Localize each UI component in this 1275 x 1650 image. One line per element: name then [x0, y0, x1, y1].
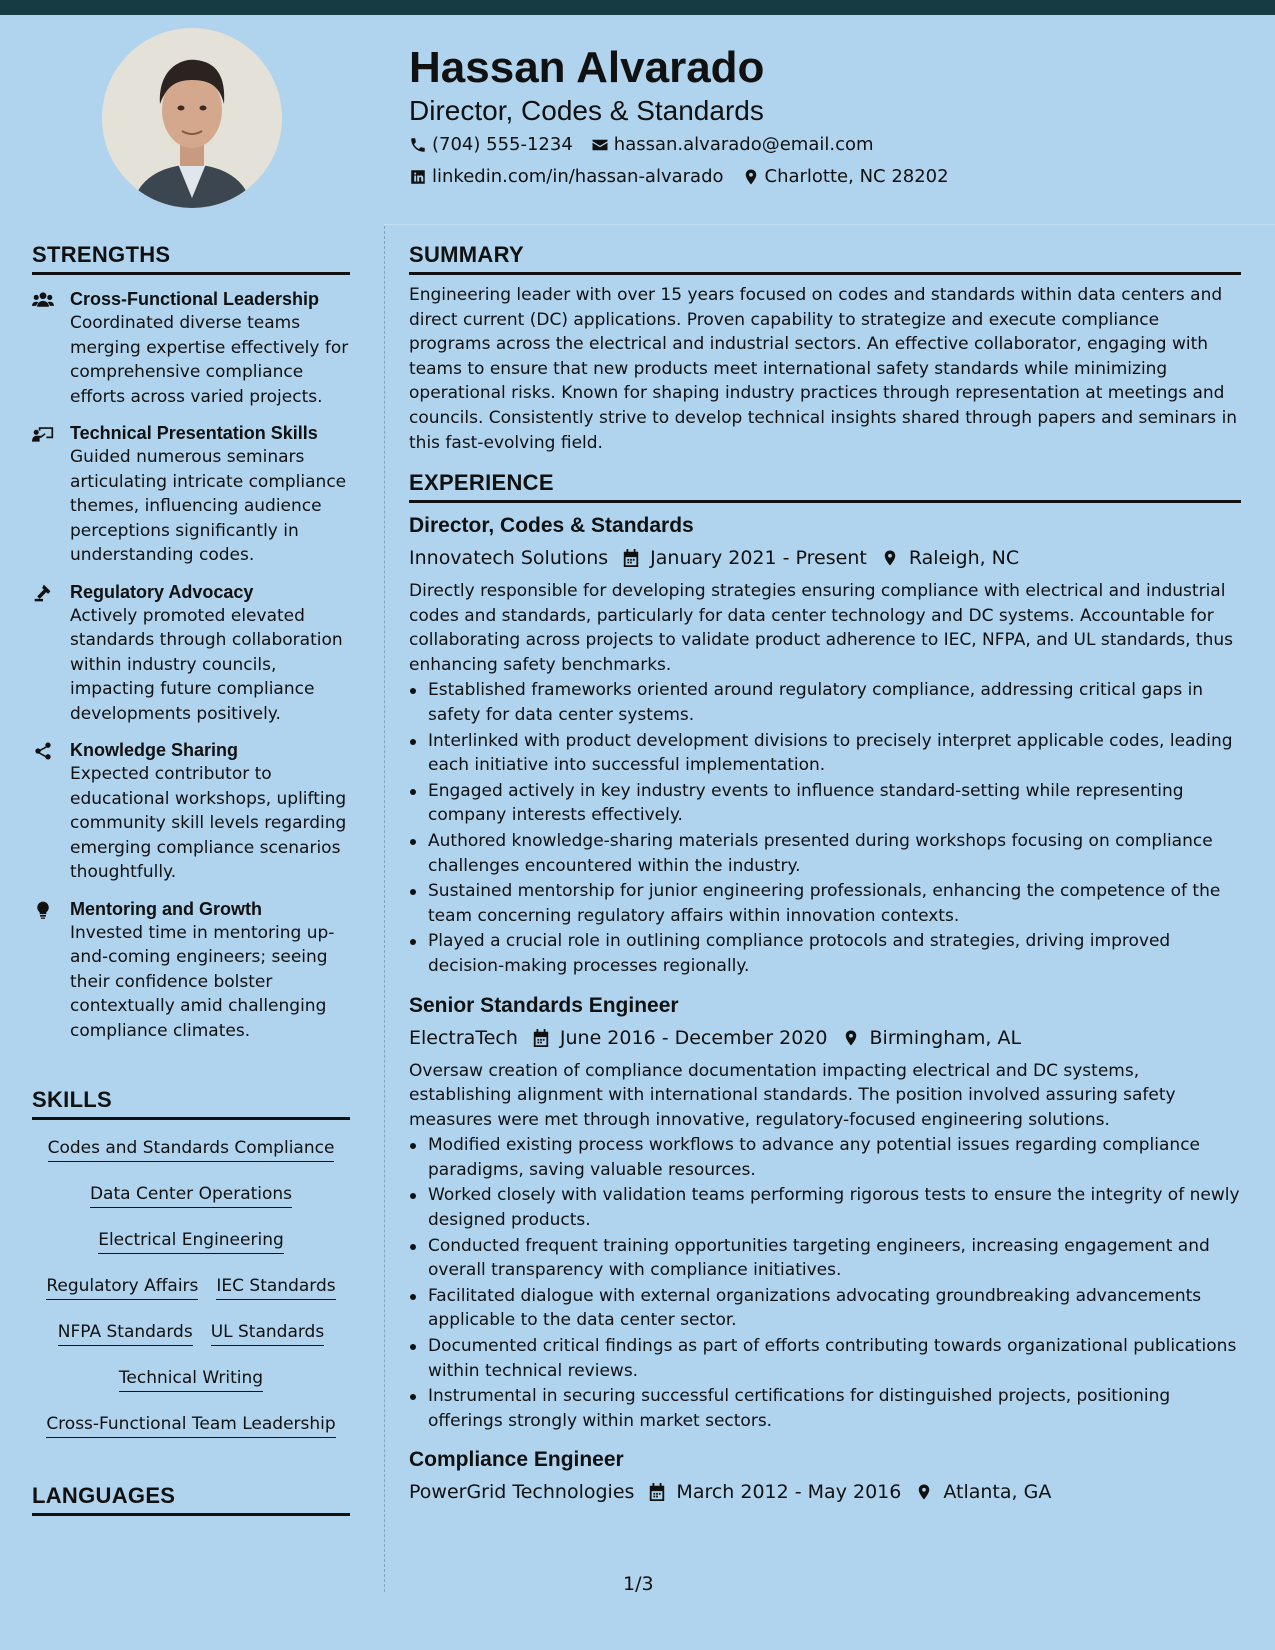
skill-tag: UL Standards [211, 1320, 325, 1346]
profile-photo [102, 28, 282, 208]
job-bullets [409, 1133, 1241, 1433]
contact-row-2 [409, 164, 949, 190]
strength-name: Technical Presentation Skills [70, 423, 318, 443]
job-bullet: Facilitated dialogue with external organizations advocating groundbreaking advancements applicable to the data center sector. [409, 1284, 1241, 1333]
job-bullet: Worked closely with validation teams performing rigorous tests to ensure the integrity of newly designed products. [409, 1183, 1241, 1232]
strength-description: Expected contributor to educational workshops, uplifting community skill levels regarding emerging compliance scenarios thoughtfully. [70, 764, 347, 882]
strength-name: Mentoring and Growth [70, 898, 262, 919]
skills-heading: SKILLS [32, 1085, 350, 1120]
summary-heading: SUMMARY [409, 240, 1241, 275]
job-bullet: Played a crucial role in outlining compliance protocols and strategies, driving improved decision-making processes regionally. [409, 929, 1241, 978]
map-pin-icon [915, 1482, 933, 1502]
job-bullet: Interlinked with product development divisions to precisely interpret applicable codes, leading each initiative into successful implementation. [409, 729, 1241, 778]
skill-tag: Electrical Engineering [98, 1228, 284, 1254]
strength-item [32, 580, 350, 727]
job-location: Atlanta, GA [943, 1481, 1052, 1504]
languages-section [32, 1481, 350, 1516]
job-bullet: Modified existing process workflows to advance any potential issues regarding compliance paradigms, saving valuable resources. [409, 1133, 1241, 1182]
share-icon [32, 741, 54, 761]
header-separator [384, 224, 1275, 225]
job-location: Raleigh, NC [908, 547, 1020, 569]
lightbulb-icon [32, 900, 54, 920]
job-title: Compliance Engineer [409, 1448, 624, 1472]
phone-contact [409, 132, 573, 158]
calendar-icon [648, 1482, 666, 1502]
job-bullet: Established frameworks oriented around regulatory compliance, addressing critical gaps in safety for data center systems. [409, 678, 1241, 727]
location-text: Charlotte, NC 28202 [764, 166, 949, 187]
job-description: Directly responsible for developing strategies ensuring compliance with electrical and industrial codes and standards, particularly for data center technology and DC systems. Accountable for collaborating across projects to validate product adherence to IEC, NFPA, and UL standards, thus enhancing safety benchmarks. [409, 581, 1233, 675]
experience-heading: EXPERIENCE [409, 468, 1241, 503]
job-entry [409, 1445, 1241, 1507]
strength-item [32, 897, 350, 1044]
linkedin-contact [409, 164, 724, 190]
presentation-icon [32, 424, 54, 444]
languages-heading: LANGUAGES [32, 1481, 350, 1516]
job-dates: January 2021 - Present [650, 547, 867, 569]
job-title: Senior Standards Engineer [409, 993, 679, 1017]
job-entry [409, 511, 1241, 979]
job-bullet: Instrumental in securing successful certifications for distinguished projects, positioning offerings strongly within market sectors. [409, 1384, 1241, 1433]
phone-text[interactable]: (704) 555-1234 [432, 134, 573, 155]
email-icon [591, 136, 609, 154]
job-bullet: Conducted frequent training opportunities targeting engineers, increasing engagement and overall transparency with compliance initiatives. [409, 1234, 1241, 1283]
skills-section [32, 1085, 350, 1438]
calendar-icon [532, 1028, 550, 1048]
job-meta [409, 1477, 1241, 1507]
skill-tag: Data Center Operations [90, 1182, 292, 1208]
job-dates: June 2016 - December 2020 [559, 1026, 828, 1049]
gavel-icon [32, 583, 54, 603]
job-company: ElectraTech [409, 1026, 518, 1049]
strength-name: Cross-Functional Leadership [70, 289, 320, 309]
location-contact [742, 164, 949, 190]
skill-tag: Cross-Functional Team Leadership [46, 1412, 335, 1438]
job-company: PowerGrid Technologies [409, 1481, 635, 1504]
strengths-section [32, 240, 350, 1043]
strength-name: Knowledge Sharing [70, 740, 239, 760]
summary-section [409, 240, 1241, 455]
job-location: Birmingham, AL [869, 1026, 1022, 1049]
skill-tag: Codes and Standards Compliance [48, 1136, 335, 1162]
job-bullet: Documented critical findings as part of efforts contributing towards organizational publications within technical reviews. [409, 1334, 1241, 1383]
candidate-name: Hassan Alvarado [409, 43, 765, 92]
phone-icon [409, 136, 427, 154]
strength-description: Coordinated diverse teams merging expertise effectively for comprehensive compliance efforts across varied projects. [70, 313, 349, 407]
map-pin-icon [842, 1028, 860, 1048]
skill-tag: Regulatory Affairs [46, 1274, 198, 1300]
skill-tag: IEC Standards [216, 1274, 335, 1300]
summary-text: Engineering leader with over 15 years focused on codes and standards within data centers and direct current (DC) applications. Proven capability to strategize and execute compliance programs across the electrical and industrial sectors. An effective collaborator, engaging with teams to ensure that new products meet international safety standards while minimizing operational risks. Known for shaping industry practices through representation at meetings and councils. Consistently strive to develop technical insights shared through papers and seminars in this fast-evolving field. [409, 285, 1238, 453]
skill-tag: NFPA Standards [58, 1320, 193, 1346]
map-pin-icon [742, 168, 760, 186]
strength-description: Actively promoted elevated standards through collaboration within industry councils, impacting future compliance developments positively. [70, 605, 343, 724]
page-number: 1/3 [623, 1573, 654, 1595]
job-company: Innovatech Solutions [409, 547, 609, 569]
job-description: Oversaw creation of compliance documentation impacting electrical and DC systems, establishing alignment with international standards. The position involved assuring safety measures were met through innovative, regulatory-focused engineering solutions. [409, 1060, 1176, 1130]
strengths-heading: STRENGTHS [32, 240, 350, 275]
strength-name: Regulatory Advocacy [70, 581, 254, 602]
job-bullet: Sustained mentorship for junior engineering professionals, enhancing the competence of the team concerning regulatory affairs within innovation contexts. [409, 879, 1241, 928]
calendar-icon [622, 548, 640, 568]
skills-list [32, 1136, 350, 1438]
candidate-title: Director, Codes & Standards [409, 95, 764, 126]
job-dates: March 2012 - May 2016 [676, 1481, 902, 1504]
map-pin-icon [881, 548, 899, 568]
job-meta [409, 1023, 1241, 1053]
job-bullets [409, 678, 1241, 978]
skill-tag: Technical Writing [119, 1366, 263, 1392]
users-icon [32, 290, 54, 310]
strength-item [32, 738, 350, 885]
contact-row-1 [409, 132, 874, 158]
strength-item [32, 287, 350, 409]
strength-description: Invested time in mentoring up-and-coming engineers; seeing their confidence bolster contextually amid challenging compliance climates. [70, 922, 335, 1041]
experience-section [409, 468, 1241, 1507]
column-divider [384, 226, 385, 1592]
top-color-bar [0, 0, 1275, 15]
job-title: Director, Codes & Standards [409, 514, 694, 537]
job-meta [409, 543, 1241, 573]
job-entry [409, 991, 1241, 1434]
linkedin-text[interactable]: linkedin.com/in/hassan-alvarado [432, 166, 724, 187]
job-bullet: Authored knowledge-sharing materials presented during workshops focusing on compliance challenges encountered within the industry. [409, 829, 1241, 878]
strength-description: Guided numerous seminars articulating intricate compliance themes, influencing audience perceptions significantly in understanding codes. [70, 447, 347, 565]
job-bullet: Engaged actively in key industry events to influence standard-setting while representing company interests effectively. [409, 779, 1241, 828]
email-contact [591, 132, 874, 158]
email-text[interactable]: hassan.alvarado@email.com [613, 134, 874, 155]
linkedin-icon [409, 168, 427, 186]
strength-item [32, 421, 350, 568]
